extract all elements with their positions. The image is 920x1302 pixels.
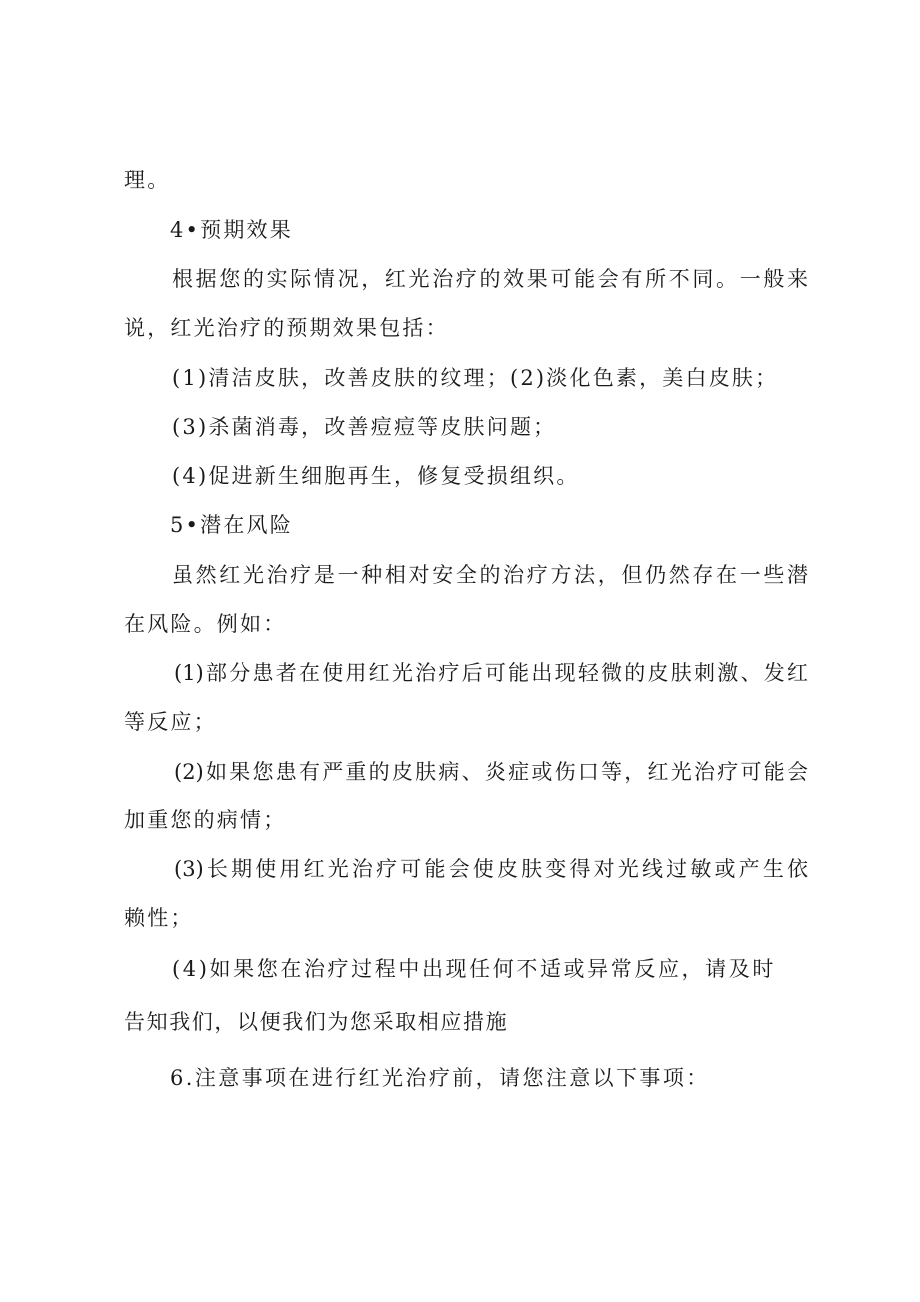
risk-item-2-line-2: 加重您的病情； [124,808,287,832]
paragraph-end-line: 理。 [124,168,171,192]
risks-intro-line-2: 在风险。例如： [124,612,287,636]
section-heading-precautions: 6.注意事项在进行红光治疗前，请您注意以下事项： [170,1066,710,1090]
risk-item-1-line-2: 等反应； [124,710,217,734]
expected-effect-item-4: (4)促进新生细胞再生，修复受损组织。 [172,464,580,488]
risk-item-3-line-1: (3)长期使用红光治疗可能会使皮肤变得对光线过敏或产生依 [174,857,808,881]
risk-item-2-line-1: (2)如果您患有严重的皮肤病、炎症或伤口等，红光治疗可能会 [174,760,808,784]
expected-effect-item-1-2: (1)清洁皮肤，改善皮肤的纹理；(2)淡化色素，美白皮肤； [172,366,779,390]
section-heading-expected-effects: 4•预期效果 [170,218,293,242]
risk-item-4-line-2: 告知我们，以便我们为您采取相应措施 [124,1010,509,1034]
risks-intro-line-1: 虽然红光治疗是一种相对安全的治疗方法，但仍然存在一些潜 [172,563,808,587]
expected-effects-intro-line-1: 根据您的实际情况，红光治疗的效果可能会有所不同。一般来 [172,267,808,291]
risk-item-4-line-1: (4)如果您在治疗过程中出现任何不适或异常反应，请及时 [172,957,776,981]
section-heading-potential-risks: 5•潜在风险 [170,513,293,537]
risk-item-1-line-1: (1)部分患者在使用红光治疗后可能出现轻微的皮肤刺激、发红 [174,661,808,685]
risk-item-3-line-2: 赖性； [124,906,194,930]
expected-effects-intro-line-2: 说，红光治疗的预期效果包括： [124,316,449,340]
expected-effect-item-3: (3)杀菌消毒，改善痘痘等皮肤问题； [172,415,557,439]
